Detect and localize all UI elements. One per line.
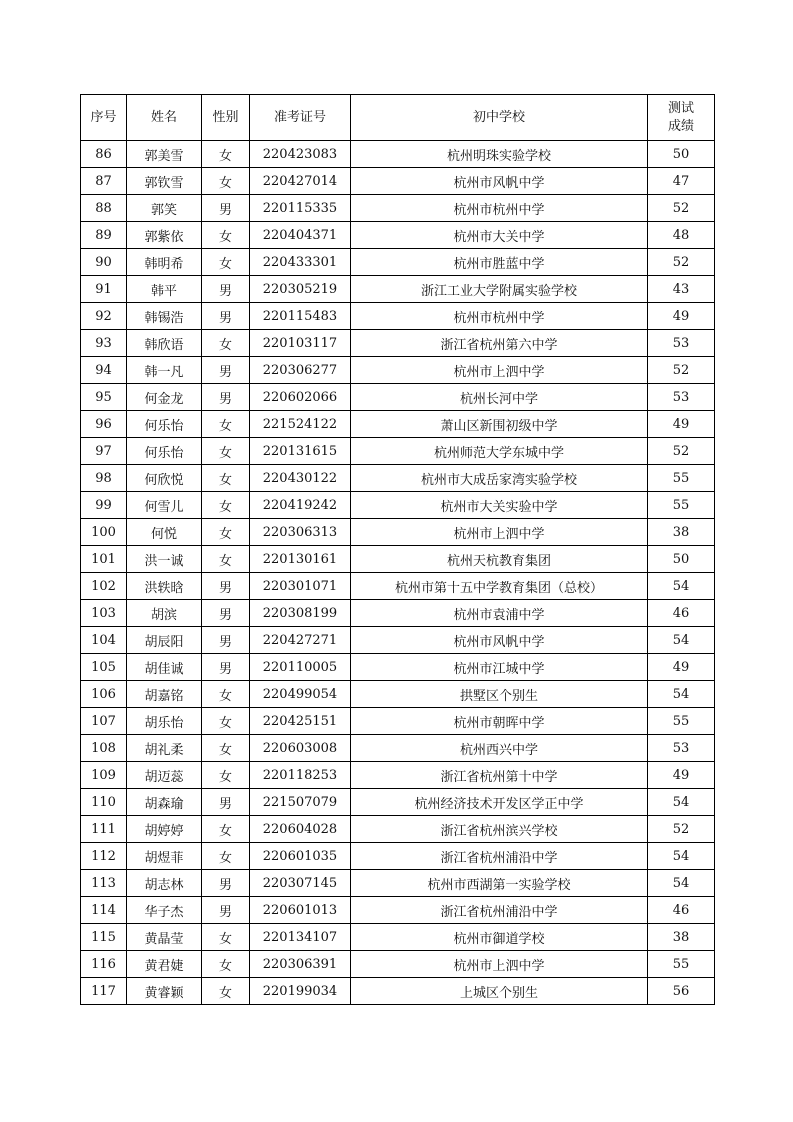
table-row <box>81 168 715 195</box>
cell-name: 韩明希 <box>127 249 202 276</box>
cell-no: 91 <box>81 276 127 303</box>
cell-score: 46 <box>648 600 715 627</box>
cell-name: 洪一诚 <box>127 546 202 573</box>
cell-score: 53 <box>648 735 715 762</box>
cell-school: 杭州市江城中学 <box>351 654 648 681</box>
score-table <box>80 94 715 1005</box>
cell-gender: 男 <box>202 573 250 600</box>
cell-score: 52 <box>648 438 715 465</box>
cell-score: 56 <box>648 978 715 1005</box>
cell-school: 杭州市第十五中学教育集团（总校） <box>351 573 648 600</box>
cell-school: 上城区个别生 <box>351 978 648 1005</box>
cell-no: 90 <box>81 249 127 276</box>
cell-score: 54 <box>648 789 715 816</box>
table-row <box>81 978 715 1005</box>
cell-no: 106 <box>81 681 127 708</box>
cell-gender: 女 <box>202 843 250 870</box>
cell-school: 杭州明珠实验学校 <box>351 141 648 168</box>
cell-ticket: 220603008 <box>250 735 351 762</box>
cell-score: 54 <box>648 627 715 654</box>
cell-ticket: 220115335 <box>250 195 351 222</box>
cell-gender: 男 <box>202 870 250 897</box>
table-row <box>81 357 715 384</box>
table-row <box>81 438 715 465</box>
table-header <box>81 95 715 141</box>
cell-gender: 女 <box>202 222 250 249</box>
table-row <box>81 924 715 951</box>
cell-score: 54 <box>648 870 715 897</box>
cell-gender: 男 <box>202 789 250 816</box>
cell-ticket: 220427014 <box>250 168 351 195</box>
cell-name: 胡婷婷 <box>127 816 202 843</box>
cell-no: 95 <box>81 384 127 411</box>
cell-gender: 男 <box>202 654 250 681</box>
cell-ticket: 220308199 <box>250 600 351 627</box>
cell-gender: 女 <box>202 681 250 708</box>
cell-no: 102 <box>81 573 127 600</box>
table-row <box>81 681 715 708</box>
cell-name: 胡佳诚 <box>127 654 202 681</box>
cell-school: 杭州市风帆中学 <box>351 627 648 654</box>
cell-score: 50 <box>648 141 715 168</box>
cell-name: 韩一凡 <box>127 357 202 384</box>
cell-school: 浙江省杭州滨兴学校 <box>351 816 648 843</box>
cell-no: 93 <box>81 330 127 357</box>
cell-no: 86 <box>81 141 127 168</box>
cell-gender: 女 <box>202 816 250 843</box>
cell-ticket: 220103117 <box>250 330 351 357</box>
cell-gender: 女 <box>202 951 250 978</box>
table-row <box>81 249 715 276</box>
cell-no: 103 <box>81 600 127 627</box>
cell-school: 杭州市杭州中学 <box>351 195 648 222</box>
table-row <box>81 195 715 222</box>
cell-ticket: 220423083 <box>250 141 351 168</box>
cell-score: 54 <box>648 681 715 708</box>
table-row <box>81 600 715 627</box>
cell-gender: 女 <box>202 249 250 276</box>
cell-school: 杭州西兴中学 <box>351 735 648 762</box>
cell-gender: 男 <box>202 897 250 924</box>
cell-gender: 女 <box>202 708 250 735</box>
cell-gender: 女 <box>202 330 250 357</box>
cell-school: 杭州市上泗中学 <box>351 357 648 384</box>
cell-ticket: 220307145 <box>250 870 351 897</box>
table-row <box>81 465 715 492</box>
table-row <box>81 708 715 735</box>
cell-gender: 女 <box>202 924 250 951</box>
cell-name: 华子杰 <box>127 897 202 924</box>
cell-gender: 男 <box>202 303 250 330</box>
cell-school: 杭州市上泗中学 <box>351 951 648 978</box>
table-row <box>81 384 715 411</box>
cell-score: 55 <box>648 492 715 519</box>
cell-score: 53 <box>648 384 715 411</box>
header-score-line1: 测试 <box>667 100 694 116</box>
table-row <box>81 546 715 573</box>
cell-ticket: 220305219 <box>250 276 351 303</box>
cell-school: 浙江省杭州浦沿中学 <box>351 897 648 924</box>
cell-name: 郭美雪 <box>127 141 202 168</box>
cell-score: 49 <box>648 303 715 330</box>
cell-school: 杭州市御道学校 <box>351 924 648 951</box>
cell-gender: 女 <box>202 735 250 762</box>
cell-name: 何悦 <box>127 519 202 546</box>
table-body <box>81 141 715 1005</box>
cell-name: 何金龙 <box>127 384 202 411</box>
cell-gender: 女 <box>202 762 250 789</box>
cell-name: 胡滨 <box>127 600 202 627</box>
cell-gender: 女 <box>202 492 250 519</box>
cell-school: 浙江省杭州第十中学 <box>351 762 648 789</box>
cell-gender: 女 <box>202 978 250 1005</box>
cell-score: 48 <box>648 222 715 249</box>
table-row <box>81 897 715 924</box>
cell-no: 105 <box>81 654 127 681</box>
cell-ticket: 220199034 <box>250 978 351 1005</box>
table-row <box>81 222 715 249</box>
cell-school: 杭州市朝晖中学 <box>351 708 648 735</box>
cell-ticket: 220601035 <box>250 843 351 870</box>
cell-school: 杭州市杭州中学 <box>351 303 648 330</box>
cell-ticket: 220301071 <box>250 573 351 600</box>
cell-name: 黄睿颖 <box>127 978 202 1005</box>
cell-ticket: 220433301 <box>250 249 351 276</box>
header-school: 初中学校 <box>351 95 648 141</box>
cell-gender: 女 <box>202 141 250 168</box>
cell-school: 杭州市胜蓝中学 <box>351 249 648 276</box>
cell-name: 郭钦雪 <box>127 168 202 195</box>
cell-name: 郭紫依 <box>127 222 202 249</box>
cell-school: 拱墅区个别生 <box>351 681 648 708</box>
table-row <box>81 303 715 330</box>
table-row <box>81 735 715 762</box>
table-row <box>81 276 715 303</box>
cell-name: 胡乐怡 <box>127 708 202 735</box>
cell-gender: 男 <box>202 627 250 654</box>
cell-gender: 女 <box>202 411 250 438</box>
cell-no: 113 <box>81 870 127 897</box>
cell-school: 杭州市大成岳家湾实验学校 <box>351 465 648 492</box>
cell-score: 52 <box>648 249 715 276</box>
cell-score: 49 <box>648 762 715 789</box>
cell-ticket: 220306277 <box>250 357 351 384</box>
cell-gender: 女 <box>202 168 250 195</box>
cell-no: 109 <box>81 762 127 789</box>
header-no: 序号 <box>81 95 127 141</box>
cell-score: 55 <box>648 951 715 978</box>
cell-name: 何乐怡 <box>127 438 202 465</box>
cell-score: 55 <box>648 708 715 735</box>
table-row <box>81 573 715 600</box>
cell-no: 92 <box>81 303 127 330</box>
cell-no: 114 <box>81 897 127 924</box>
cell-ticket: 220404371 <box>250 222 351 249</box>
cell-ticket: 220601013 <box>250 897 351 924</box>
cell-score: 47 <box>648 168 715 195</box>
cell-score: 54 <box>648 573 715 600</box>
table-row <box>81 843 715 870</box>
cell-score: 46 <box>648 897 715 924</box>
table-row <box>81 789 715 816</box>
cell-no: 110 <box>81 789 127 816</box>
cell-no: 108 <box>81 735 127 762</box>
cell-ticket: 220306313 <box>250 519 351 546</box>
cell-name: 黄晶莹 <box>127 924 202 951</box>
cell-gender: 女 <box>202 438 250 465</box>
table-row <box>81 951 715 978</box>
cell-ticket: 220430122 <box>250 465 351 492</box>
cell-gender: 女 <box>202 519 250 546</box>
cell-no: 117 <box>81 978 127 1005</box>
cell-name: 洪轶晗 <box>127 573 202 600</box>
cell-school: 浙江工业大学附属实验学校 <box>351 276 648 303</box>
cell-name: 胡煜菲 <box>127 843 202 870</box>
cell-no: 87 <box>81 168 127 195</box>
cell-score: 38 <box>648 519 715 546</box>
cell-school: 杭州市上泗中学 <box>351 519 648 546</box>
cell-ticket: 220419242 <box>250 492 351 519</box>
cell-school: 杭州市风帆中学 <box>351 168 648 195</box>
cell-no: 111 <box>81 816 127 843</box>
cell-name: 胡迈蕊 <box>127 762 202 789</box>
cell-score: 52 <box>648 816 715 843</box>
cell-school: 杭州天杭教育集团 <box>351 546 648 573</box>
cell-name: 胡森瑜 <box>127 789 202 816</box>
table-row <box>81 762 715 789</box>
cell-no: 89 <box>81 222 127 249</box>
header-gender: 性别 <box>202 95 250 141</box>
cell-score: 38 <box>648 924 715 951</box>
cell-name: 韩锡浩 <box>127 303 202 330</box>
cell-gender: 男 <box>202 195 250 222</box>
table-row <box>81 654 715 681</box>
cell-ticket: 220427271 <box>250 627 351 654</box>
cell-school: 杭州师范大学东城中学 <box>351 438 648 465</box>
table-row <box>81 411 715 438</box>
cell-name: 胡嘉铭 <box>127 681 202 708</box>
cell-no: 96 <box>81 411 127 438</box>
cell-no: 104 <box>81 627 127 654</box>
cell-score: 50 <box>648 546 715 573</box>
cell-gender: 女 <box>202 546 250 573</box>
cell-name: 黄君婕 <box>127 951 202 978</box>
cell-name: 何欣悦 <box>127 465 202 492</box>
cell-gender: 男 <box>202 600 250 627</box>
table-row <box>81 141 715 168</box>
cell-ticket: 220134107 <box>250 924 351 951</box>
cell-name: 胡礼柔 <box>127 735 202 762</box>
cell-name: 韩平 <box>127 276 202 303</box>
cell-school: 杭州长河中学 <box>351 384 648 411</box>
cell-gender: 男 <box>202 357 250 384</box>
cell-score: 54 <box>648 843 715 870</box>
cell-school: 杭州市大关实验中学 <box>351 492 648 519</box>
cell-ticket: 220306391 <box>250 951 351 978</box>
cell-ticket: 221524122 <box>250 411 351 438</box>
cell-ticket: 220118253 <box>250 762 351 789</box>
cell-no: 94 <box>81 357 127 384</box>
cell-ticket: 220130161 <box>250 546 351 573</box>
cell-name: 韩欣语 <box>127 330 202 357</box>
cell-name: 胡志林 <box>127 870 202 897</box>
cell-no: 112 <box>81 843 127 870</box>
cell-no: 116 <box>81 951 127 978</box>
cell-ticket: 220110005 <box>250 654 351 681</box>
cell-name: 胡辰阳 <box>127 627 202 654</box>
cell-score: 43 <box>648 276 715 303</box>
cell-score: 55 <box>648 465 715 492</box>
cell-name: 何雪儿 <box>127 492 202 519</box>
cell-score: 52 <box>648 357 715 384</box>
table-row <box>81 330 715 357</box>
table-row <box>81 627 715 654</box>
header-ticket: 准考证号 <box>250 95 351 141</box>
table-row <box>81 870 715 897</box>
cell-no: 100 <box>81 519 127 546</box>
cell-school: 杭州市袁浦中学 <box>351 600 648 627</box>
cell-ticket: 220115483 <box>250 303 351 330</box>
cell-score: 49 <box>648 411 715 438</box>
cell-no: 99 <box>81 492 127 519</box>
cell-no: 115 <box>81 924 127 951</box>
cell-ticket: 220602066 <box>250 384 351 411</box>
cell-gender: 男 <box>202 384 250 411</box>
cell-ticket: 220425151 <box>250 708 351 735</box>
cell-name: 郭笑 <box>127 195 202 222</box>
cell-school: 浙江省杭州浦沿中学 <box>351 843 648 870</box>
cell-no: 88 <box>81 195 127 222</box>
cell-ticket: 220131615 <box>250 438 351 465</box>
cell-name: 何乐怡 <box>127 411 202 438</box>
table-row <box>81 492 715 519</box>
header-score-line2: 成绩 <box>667 118 694 134</box>
table-row <box>81 816 715 843</box>
header-score <box>648 95 715 141</box>
cell-no: 98 <box>81 465 127 492</box>
cell-no: 107 <box>81 708 127 735</box>
cell-school: 杭州市大关中学 <box>351 222 648 249</box>
cell-school: 浙江省杭州第六中学 <box>351 330 648 357</box>
cell-score: 49 <box>648 654 715 681</box>
cell-no: 101 <box>81 546 127 573</box>
header-row <box>81 95 715 141</box>
table-row <box>81 519 715 546</box>
cell-score: 53 <box>648 330 715 357</box>
cell-score: 52 <box>648 195 715 222</box>
cell-no: 97 <box>81 438 127 465</box>
header-name: 姓名 <box>127 95 202 141</box>
cell-ticket: 220604028 <box>250 816 351 843</box>
cell-school: 萧山区新围初级中学 <box>351 411 648 438</box>
cell-school: 杭州经济技术开发区学正中学 <box>351 789 648 816</box>
cell-gender: 女 <box>202 465 250 492</box>
cell-ticket: 220499054 <box>250 681 351 708</box>
cell-school: 杭州市西湖第一实验学校 <box>351 870 648 897</box>
cell-gender: 男 <box>202 276 250 303</box>
cell-ticket: 221507079 <box>250 789 351 816</box>
